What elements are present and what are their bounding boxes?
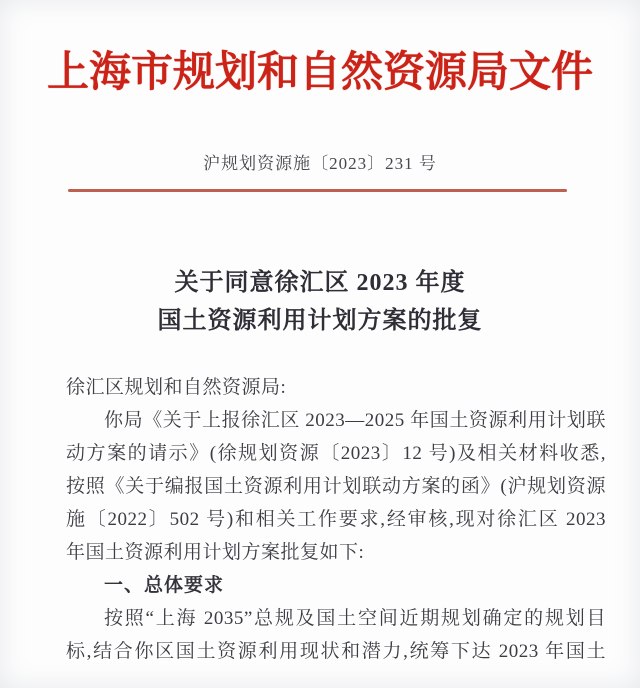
body-line: 按照“上海 2035”总规及国土空间近期规划确定的规划目 [104,608,606,629]
body-line: 动方案的请示》(徐规划资源〔2023〕12 号)及相关材料收悉, [66,443,606,464]
agency-letterhead-title: 上海市规划和自然资源局文件 [46,50,593,96]
salutation-line: 徐汇区规划和自然资源局: [66,377,287,398]
document-title [0,264,640,340]
body-line: 你局《关于上报徐汇区 2023—2025 年国土资源利用计划联 [104,410,606,431]
section-heading: 一、总体要求 [104,575,225,596]
red-divider-line [68,189,567,192]
document-body [66,371,606,668]
document-title-line2: 国土资源利用计划方案的批复 [157,308,483,334]
body-line: 年国土资源利用计划方案批复如下: [66,542,365,563]
body-line: 按照《关于编报国土资源利用计划联动方案的函》(沪规划资源 [66,476,606,497]
document-reference-number: 沪规划资源施〔2023〕231 号 [203,154,437,173]
body-line: 施〔2022〕502 号)和相关工作要求,经审核,现对徐汇区 2023 [66,509,606,530]
document-title-line1: 关于同意徐汇区 2023 年度 [174,270,466,296]
body-line: 标,结合你区国土资源利用现状和潜力,统筹下达 2023 年国土 [66,641,606,662]
